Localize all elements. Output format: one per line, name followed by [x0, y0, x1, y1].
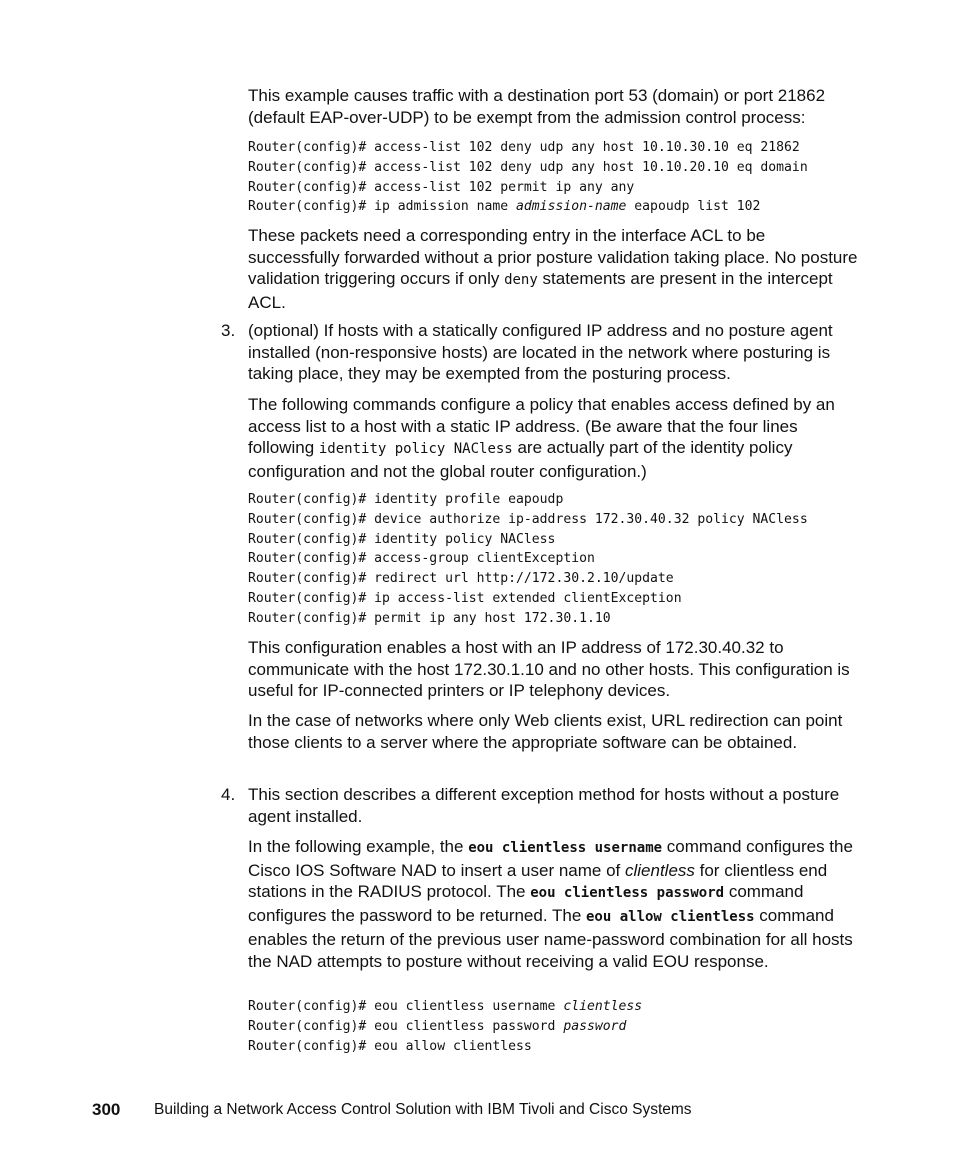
code-italic-param: clientless	[563, 999, 643, 1014]
code-line: Router(config)# permit ip any host 172.30.1.10	[248, 610, 611, 626]
inline-command: eou clientless username	[468, 840, 663, 856]
text-run: command configures the password to be returned. The	[248, 882, 804, 926]
code-italic-param: admission-name	[516, 199, 627, 215]
code-block-eou	[248, 997, 642, 1056]
text-run: command enables the return of the previous user name-password combination for all hosts the NAD attempts to posture without receiving a valid EOU response.	[248, 906, 853, 971]
book-title: Building a Network Access Control Solution with IBM Tivoli and Cisco Systems	[154, 1101, 692, 1118]
inline-code: identity policy NACless	[318, 441, 513, 458]
config-explanation-paragraph: This configuration enables a host with an IP address of 172.30.40.32 to communicate with the host 172.30.1.10 and no other hosts. This configuration is useful for IP-connected printers or IP telephony devices.	[248, 638, 850, 701]
policy-paragraph	[248, 394, 860, 483]
text-run: These packets need a corresponding entry in the interface ACL to be successfully forwarded without a prior posture validation taking place. No posture validation triggering occurs if only	[248, 226, 858, 289]
list-number-3: 3.	[221, 321, 236, 340]
eou-paragraph	[248, 836, 860, 972]
text-run: In the following example, the	[248, 837, 469, 856]
intro-paragraph: This example causes traffic with a destination port 53 (domain) or port 21862 (default EAP-over-UDP) to be exempt from the admission control process:	[248, 86, 826, 127]
inline-command: eou clientless password	[530, 885, 725, 902]
text-run: are actually part of the identity policy configuration and not the global router configuration.)	[248, 438, 793, 482]
code-text: Router(config)# eou clientless username	[248, 999, 564, 1014]
list-number-4: 4.	[221, 785, 236, 804]
acl-note-paragraph	[248, 225, 860, 314]
web-clients-paragraph: In the case of networks where only Web clients exist, URL redirection can point those clients to a server where the appropriate software can be obtained.	[248, 711, 843, 752]
code-text: Router(config)# eou clientless password	[248, 1018, 564, 1034]
code-line: Router(config)# access-list 102 permit ip any any	[248, 179, 635, 195]
list-item-4: This section describes a different exception method for hosts without a posture agent installed.	[248, 785, 840, 826]
code-italic-param: password	[563, 1018, 627, 1034]
code-line: Router(config)# identity policy NACless	[248, 531, 556, 547]
code-line: Router(config)# access-group clientException	[248, 551, 595, 567]
text-run: The following commands configure a policy that enables access defined by an access list to a host with a static IP address. (Be aware that the four lines following	[248, 395, 835, 458]
code-line: Router(config)# access-list 102 deny udp any host 10.10.30.10 eq 21862	[248, 140, 800, 155]
text-run: command configures the Cisco IOS Software NAD to insert a user name of	[248, 837, 853, 880]
page-number: 300	[92, 1100, 121, 1119]
code-line	[248, 199, 760, 214]
code-line	[248, 1019, 626, 1034]
code-line	[248, 999, 642, 1014]
text-run: statements are present in the intercept ACL.	[248, 269, 833, 313]
code-line: Router(config)# access-list 102 deny udp any host 10.10.20.10 eq domain	[248, 159, 808, 175]
code-line: Router(config)# ip access-list extended clientException	[248, 590, 682, 606]
code-text: Router(config)# ip admission name	[248, 199, 517, 215]
code-line: Router(config)# device authorize ip-address 172.30.40.32 policy NACless	[248, 511, 808, 527]
inline-code: deny	[504, 272, 538, 289]
italic-term: clientless	[624, 860, 695, 880]
code-block-identity	[248, 490, 808, 629]
list-item-3: (optional) If hosts with a statically configured IP address and no posture agent installed (non-responsive hosts) are located in the network where posturing is taking place, they may be exempted from the posturing process.	[248, 321, 833, 384]
code-text: eapoudp list 102	[626, 199, 761, 215]
code-block-acl	[248, 138, 808, 217]
code-line: Router(config)# identity profile eapoudp	[248, 492, 564, 507]
text-run: for clientless end stations in the RADIUS protocol. The	[248, 860, 828, 902]
code-line: Router(config)# eou allow clientless	[248, 1038, 532, 1054]
code-line: Router(config)# redirect url http://172.30.2.10/update	[248, 571, 674, 587]
inline-command: eou allow clientless	[586, 909, 755, 926]
